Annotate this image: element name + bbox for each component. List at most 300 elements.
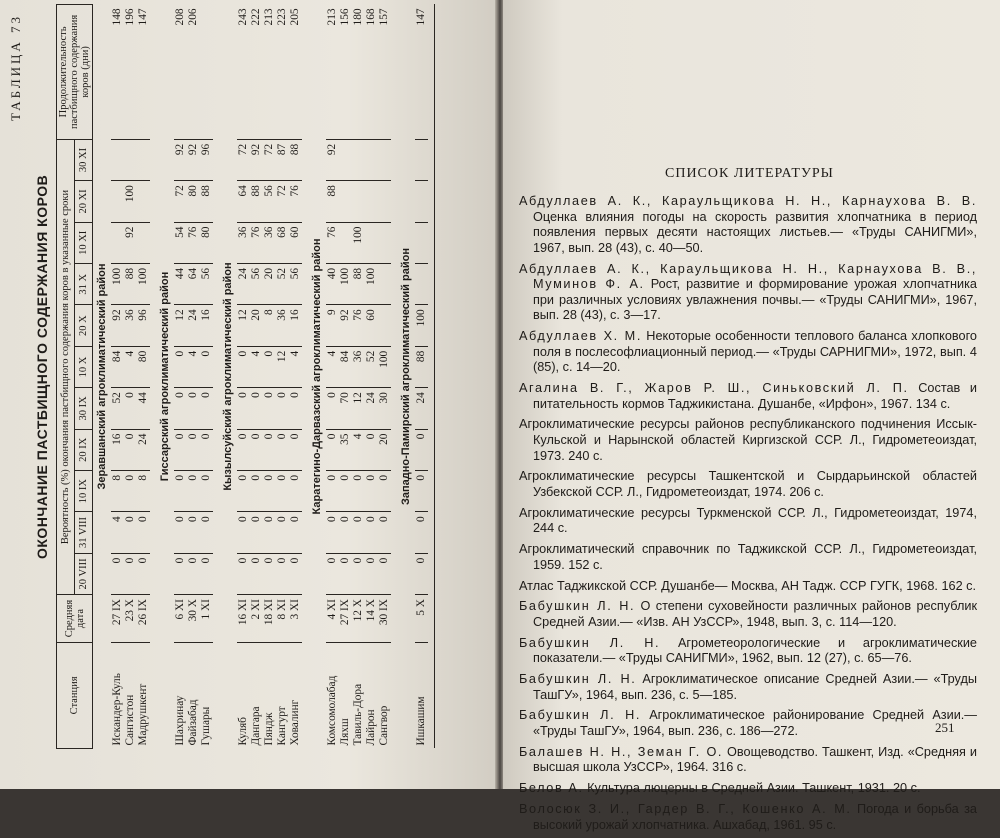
- header-date-column: 10 IX: [75, 470, 93, 511]
- probability-cell: 0: [200, 346, 213, 387]
- probability-cell: [137, 139, 150, 180]
- duration-cell: 213: [326, 5, 339, 140]
- region-name: Кызылсуйский агроклиматический район: [222, 262, 234, 491]
- probability-cell: [124, 139, 137, 180]
- grazing-table: [56, 4, 435, 749]
- probability-cell: 4: [352, 429, 365, 470]
- probability-cell: 0: [339, 470, 352, 511]
- probability-cell: 16: [111, 429, 124, 470]
- probability-cell: 12: [237, 305, 250, 346]
- header-date-column: 20 XI: [75, 181, 93, 222]
- probability-cell: 0: [187, 388, 200, 429]
- reference-text: Агроклиматический справочник по Таджикской ССР. Л., Гидрометеоиздат, 1959. 152 с.: [519, 542, 977, 572]
- probability-cell: [339, 181, 352, 222]
- table-row: [263, 5, 276, 749]
- header-date-column: 20 VIII: [75, 553, 93, 594]
- reference-text: Агроклиматические ресурсы Туркменской ССР. Л., Гидрометеоиздат, 1974, 244 с.: [519, 505, 977, 536]
- table-row: [352, 5, 365, 749]
- rotated-table-page: [0, 0, 497, 789]
- probability-cell: 0: [263, 346, 276, 387]
- duration-cell: 196: [124, 5, 137, 140]
- probability-cell: 64: [187, 264, 200, 305]
- probability-cell: 0: [187, 470, 200, 511]
- probability-cell: 0: [326, 553, 339, 594]
- probability-cell: 92: [250, 139, 263, 180]
- reference-item: [519, 194, 977, 256]
- probability-cell: 16: [200, 305, 213, 346]
- probability-cell: 100: [365, 264, 378, 305]
- reference-item: [519, 708, 977, 739]
- table-row: [124, 5, 137, 749]
- region-row: [397, 5, 415, 749]
- mean-date: 27 IX: [339, 595, 352, 643]
- probability-cell: 72: [174, 181, 187, 222]
- probability-cell: 56: [200, 264, 213, 305]
- probability-cell: 0: [200, 429, 213, 470]
- mean-date: 5 X: [415, 595, 428, 643]
- region-row: [219, 5, 237, 749]
- station-name: Куляб: [237, 717, 249, 746]
- probability-cell: 0: [200, 388, 213, 429]
- probability-cell: 0: [276, 388, 289, 429]
- probability-cell: 0: [276, 429, 289, 470]
- bibliography-title: СПИСОК ЛИТЕРАТУРЫ: [665, 166, 834, 181]
- table-row: [111, 5, 124, 749]
- probability-cell: 84: [339, 346, 352, 387]
- probability-cell: 72: [263, 139, 276, 180]
- probability-cell: [365, 181, 378, 222]
- station-name: Искандер-Куль: [111, 673, 123, 746]
- probability-cell: 92: [326, 139, 339, 180]
- probability-cell: 88: [250, 181, 263, 222]
- probability-cell: 92: [339, 305, 352, 346]
- probability-cell: 70: [339, 388, 352, 429]
- reference-item: [519, 329, 977, 376]
- duration-cell: 223: [276, 5, 289, 140]
- probability-cell: 0: [276, 470, 289, 511]
- probability-cell: 0: [352, 470, 365, 511]
- reference-item: [519, 417, 977, 464]
- probability-cell: 0: [124, 429, 137, 470]
- probability-cell: 0: [237, 512, 250, 553]
- probability-cell: 88: [415, 346, 428, 387]
- mean-date: 18 XI: [263, 595, 276, 643]
- reference-item: [519, 802, 977, 833]
- probability-cell: 0: [289, 429, 302, 470]
- probability-cell: 0: [174, 512, 187, 553]
- probability-cell: 0: [200, 553, 213, 594]
- reference-authors: Абдуллаев Х. М.: [519, 329, 642, 344]
- spacer-row: [428, 5, 435, 749]
- reference-text: Агрометеорологические и агроклиматические показатели.— «Труды САНИГМИ», 1962, вып. 12 (27), с. 65—76.: [533, 635, 977, 666]
- region-row: [93, 5, 112, 749]
- table-row: [415, 5, 428, 749]
- region-name: Каратегино-Дарвазский агроклиматический район: [311, 238, 323, 515]
- reference-item: [519, 469, 977, 500]
- table-label: ТАБЛИЦА 73: [8, 13, 23, 121]
- probability-cell: 40: [326, 264, 339, 305]
- probability-cell: 0: [365, 470, 378, 511]
- probability-cell: 0: [276, 512, 289, 553]
- duration-cell: 147: [415, 5, 428, 140]
- probability-cell: 0: [339, 512, 352, 553]
- page-number: 251: [935, 720, 955, 735]
- probability-cell: 88: [124, 264, 137, 305]
- station-name: Дангара: [250, 706, 262, 746]
- header-date-column: 31 VIII: [75, 512, 93, 553]
- probability-cell: [111, 181, 124, 222]
- probability-cell: [111, 139, 124, 180]
- probability-cell: 0: [174, 553, 187, 594]
- reference-authors: Агалина В. Г., Жаров Р. Ш., Синьковский Л. П.: [519, 381, 909, 396]
- probability-cell: 20: [378, 429, 391, 470]
- probability-cell: 60: [365, 305, 378, 346]
- reference-text: Агроклиматическое районирование Средней Азии.— «Труды ТашГУ», 1964, вып. 236, с. 186—272.: [533, 708, 977, 739]
- probability-cell: 0: [200, 470, 213, 511]
- station-name: Гушары: [200, 706, 212, 746]
- probability-cell: 100: [124, 181, 137, 222]
- probability-cell: 0: [250, 512, 263, 553]
- probability-cell: 0: [250, 470, 263, 511]
- table-body: [93, 5, 435, 749]
- reference-text: О степени суховейности различных районов республик Средней Азии.— «Изв. АН УзССР», 1948, вып. 3, с. 114—120.: [533, 599, 977, 629]
- probability-cell: 76: [187, 222, 200, 263]
- probability-cell: 16: [289, 305, 302, 346]
- probability-cell: 56: [263, 181, 276, 222]
- probability-cell: 0: [415, 512, 428, 553]
- duration-cell: 180: [352, 5, 365, 140]
- duration-cell: 243: [237, 5, 250, 140]
- probability-cell: 0: [124, 388, 137, 429]
- probability-cell: 0: [263, 512, 276, 553]
- probability-cell: 72: [237, 139, 250, 180]
- probability-cell: 36: [276, 305, 289, 346]
- probability-cell: 0: [237, 470, 250, 511]
- probability-cell: 24: [187, 305, 200, 346]
- probability-cell: 87: [276, 139, 289, 180]
- probability-cell: 80: [187, 181, 200, 222]
- header-date-column: 20 X: [75, 305, 93, 346]
- probability-cell: [378, 222, 391, 263]
- reference-authors: Абдуллаев А. К., Караульщикова Н. Н., Карнаухова В. В.: [519, 194, 977, 208]
- probability-cell: [339, 222, 352, 263]
- station-name: Лайрон: [365, 709, 377, 746]
- probability-cell: 60: [289, 222, 302, 263]
- station-name: Сангистон: [124, 694, 136, 746]
- mean-date: 27 IX: [111, 595, 124, 643]
- probability-cell: 8: [263, 305, 276, 346]
- probability-cell: 0: [263, 470, 276, 511]
- probability-cell: 8: [137, 470, 150, 511]
- mean-date: 6 XI: [174, 595, 187, 643]
- station-name: Пяндж: [263, 712, 275, 746]
- probability-cell: 56: [250, 264, 263, 305]
- probability-cell: 0: [352, 512, 365, 553]
- probability-cell: 64: [237, 181, 250, 222]
- probability-cell: 96: [137, 305, 150, 346]
- probability-cell: 0: [326, 470, 339, 511]
- probability-cell: 36: [237, 222, 250, 263]
- probability-cell: 0: [174, 388, 187, 429]
- duration-cell: 206: [187, 5, 200, 140]
- probability-cell: 100: [352, 222, 365, 263]
- probability-cell: 0: [111, 553, 124, 594]
- reference-text: Состав и питательность кормов Таджикистана. Душанбе, «Ирфон», 1967. 134 с.: [533, 381, 978, 411]
- probability-cell: 52: [276, 264, 289, 305]
- reference-item: [519, 672, 977, 703]
- reference-item: [519, 506, 977, 537]
- duration-cell: 205: [289, 5, 302, 140]
- probability-cell: 24: [237, 264, 250, 305]
- mean-date: 23 X: [124, 595, 137, 643]
- table-row: [200, 5, 213, 749]
- duration-cell: 147: [137, 5, 150, 140]
- probability-cell: 54: [174, 222, 187, 263]
- table-row: [339, 5, 352, 749]
- station-name: Тавиль-Дора: [352, 683, 364, 746]
- probability-cell: 8: [111, 470, 124, 511]
- probability-cell: [352, 139, 365, 180]
- probability-cell: 0: [326, 429, 339, 470]
- probability-cell: [111, 222, 124, 263]
- header-date-column: 30 IX: [75, 388, 93, 429]
- probability-cell: 4: [187, 346, 200, 387]
- probability-cell: [352, 181, 365, 222]
- probability-cell: 0: [263, 388, 276, 429]
- station-name: Шахринау: [174, 695, 186, 746]
- table-row: [174, 5, 187, 749]
- reference-text: Агроклиматические ресурсы Ташкентской и Сырдарьинской областей Узбекской ССР. Л., Гидрометеоиздат, 1974. 206 с.: [519, 469, 977, 500]
- probability-cell: 0: [124, 512, 137, 553]
- probability-cell: 0: [339, 553, 352, 594]
- mean-date: 26 IX: [137, 595, 150, 643]
- reference-authors: Бабушкин Л. Н.: [519, 599, 636, 614]
- probability-cell: 0: [378, 470, 391, 511]
- right-page: [503, 0, 1000, 832]
- reference-text: Погода и борьба за высокий урожай хлопчатника. Ашхабад, 1961. 95 с.: [533, 802, 977, 832]
- table-row: [326, 5, 339, 749]
- duration-cell: 157: [378, 5, 391, 140]
- probability-cell: 0: [237, 388, 250, 429]
- probability-cell: 0: [352, 553, 365, 594]
- probability-cell: 4: [250, 346, 263, 387]
- table-row: [250, 5, 263, 749]
- probability-cell: 76: [326, 222, 339, 263]
- reference-authors: Волосюк З. И., Гардер В. Г., Кошенко А. М.: [519, 802, 852, 816]
- probability-cell: 52: [111, 388, 124, 429]
- probability-cell: 0: [365, 553, 378, 594]
- probability-cell: 76: [250, 222, 263, 263]
- probability-cell: 0: [365, 429, 378, 470]
- probability-cell: 0: [187, 553, 200, 594]
- station-name: Ишкашим: [415, 696, 427, 746]
- probability-cell: 0: [378, 512, 391, 553]
- left-page: [0, 0, 497, 789]
- reference-text: Овощеводство. Ташкент, Изд. «Средняя и высшая школа УзССР», 1964. 316 с.: [533, 744, 977, 775]
- table-row: [276, 5, 289, 749]
- probability-cell: [378, 305, 391, 346]
- probability-cell: 0: [415, 470, 428, 511]
- probability-cell: [378, 264, 391, 305]
- probability-cell: 0: [200, 512, 213, 553]
- probability-cell: [137, 181, 150, 222]
- probability-cell: 100: [378, 346, 391, 387]
- mean-date: 3 XI: [289, 595, 302, 643]
- region-name: Зеравшанский агроклиматический район: [96, 263, 108, 490]
- probability-cell: [378, 139, 391, 180]
- reference-authors: Балашев Н. Н., Земан Г. О.: [519, 744, 724, 759]
- probability-cell: 20: [263, 264, 276, 305]
- probability-cell: [339, 139, 352, 180]
- probability-cell: 0: [187, 429, 200, 470]
- probability-cell: 0: [174, 346, 187, 387]
- probability-cell: 92: [124, 222, 137, 263]
- probability-cell: 12: [174, 305, 187, 346]
- station-name: Ляхш: [339, 718, 351, 746]
- probability-cell: 52: [365, 346, 378, 387]
- station-name: Файзабад: [187, 699, 199, 746]
- probability-cell: 0: [289, 470, 302, 511]
- duration-cell: 222: [250, 5, 263, 140]
- probability-cell: 0: [326, 512, 339, 553]
- probability-cell: 4: [111, 512, 124, 553]
- table-row: [289, 5, 302, 749]
- reference-item: [519, 636, 977, 667]
- probability-cell: 100: [339, 264, 352, 305]
- reference-item: [519, 745, 977, 776]
- probability-cell: 92: [187, 139, 200, 180]
- probability-cell: 0: [187, 512, 200, 553]
- probability-cell: 96: [200, 139, 213, 180]
- probability-cell: 0: [237, 346, 250, 387]
- station-name: Ховалинг: [289, 699, 301, 746]
- reference-item: [519, 262, 977, 324]
- region-row: [156, 5, 174, 749]
- probability-cell: 24: [137, 429, 150, 470]
- mean-date: 30 X: [187, 595, 200, 643]
- table-row: [137, 5, 150, 749]
- reference-text: Атлас Таджикской ССР. Душанбе— Москва, АН Тадж. ССР ГУГК, 1968. 162 с.: [519, 578, 977, 593]
- probability-cell: 20: [250, 305, 263, 346]
- table-title: ОКОНЧАНИЕ ПАСТБИЩНОГО СОДЕРЖАНИЯ КОРОВ: [34, 174, 50, 559]
- probability-cell: 0: [276, 553, 289, 594]
- header-date-column: 20 IX: [75, 429, 93, 470]
- probability-cell: 0: [378, 553, 391, 594]
- header-probability: Вероятность (%) окончания пастбищного содержания коров в указанные сроки: [57, 139, 75, 594]
- reference-authors: Абдуллаев А. К., Караульщикова Н. Н., Карнаухова В. В., Муминов Ф. А.: [519, 261, 977, 292]
- probability-cell: 80: [137, 346, 150, 387]
- probability-cell: 30: [378, 388, 391, 429]
- reference-item: [519, 781, 977, 797]
- probability-cell: 0: [237, 553, 250, 594]
- probability-cell: 0: [326, 388, 339, 429]
- probability-cell: 0: [250, 429, 263, 470]
- reference-authors: Белов А.: [519, 781, 584, 796]
- probability-cell: 88: [200, 181, 213, 222]
- probability-cell: 0: [124, 553, 137, 594]
- mean-date: 12 X: [352, 595, 365, 643]
- mean-date: 2 XI: [250, 595, 263, 643]
- mean-date: 14 X: [365, 595, 378, 643]
- probability-cell: 0: [415, 553, 428, 594]
- reference-text: Агроклиматическое описание Средней Азии.— «Труды ТашГУ», 1964, вып. 236, с. 5—185.: [533, 672, 978, 702]
- probability-cell: 9: [326, 305, 339, 346]
- station-name: Комсомолабад: [326, 675, 338, 746]
- probability-cell: 72: [276, 181, 289, 222]
- probability-cell: 0: [174, 429, 187, 470]
- probability-cell: 35: [339, 429, 352, 470]
- duration-cell: 168: [365, 5, 378, 140]
- reference-item: [519, 381, 977, 412]
- reference-item: [519, 542, 977, 573]
- reference-item: [519, 599, 977, 630]
- probability-cell: [365, 222, 378, 263]
- mean-date: 16 XI: [237, 595, 250, 643]
- probability-cell: 0: [263, 553, 276, 594]
- probability-cell: 84: [111, 346, 124, 387]
- probability-cell: 100: [111, 264, 124, 305]
- station-name: Мадрушкент: [137, 683, 149, 746]
- probability-cell: 24: [415, 388, 428, 429]
- table-row: [365, 5, 378, 749]
- table-row: [237, 5, 250, 749]
- reference-text: Оценка влияния погоды на скорость развития хлопчатника в период появления первых десяти настоящих листьев.— «Труды САНИГМИ», 1967, вып. 28 (43), с. 40—50.: [533, 209, 977, 255]
- probability-cell: 4: [124, 346, 137, 387]
- reference-authors: Бабушкин Л. Н.: [519, 708, 641, 723]
- probability-cell: 12: [352, 388, 365, 429]
- probability-cell: 36: [352, 346, 365, 387]
- probability-cell: 0: [137, 553, 150, 594]
- reference-text: Рост, развитие и формирование урожая хлопчатника при различных условиях увлажнения почвы.— «Труды САНИГМИ», 1967, вып. 28 (43), с. 3—17.: [533, 277, 977, 323]
- region-row: [308, 5, 326, 749]
- reference-item: [519, 579, 977, 595]
- station-name: Кангурт: [276, 706, 288, 746]
- duration-cell: 208: [174, 5, 187, 140]
- duration-cell: [200, 5, 213, 140]
- probability-cell: 88: [289, 139, 302, 180]
- duration-cell: 213: [263, 5, 276, 140]
- probability-cell: 4: [326, 346, 339, 387]
- probability-cell: 100: [137, 264, 150, 305]
- probability-cell: 0: [250, 388, 263, 429]
- reference-text: Культура люцерны в Средней Азии. Ташкент, 1931. 20 с.: [587, 781, 921, 796]
- probability-cell: 0: [124, 470, 137, 511]
- header-date-column: 10 X: [75, 346, 93, 387]
- reference-text: Некоторые особенности теплового баланса хлопкового поля в послесофлиационный период.— «Труды САРНИГМИ», 1972, вып. 4 (85), с. 14—20.: [533, 329, 977, 375]
- probability-cell: 76: [289, 181, 302, 222]
- header-date-column: 10 XI: [75, 222, 93, 263]
- probability-cell: 92: [174, 139, 187, 180]
- probability-cell: 0: [415, 429, 428, 470]
- probability-cell: 0: [174, 470, 187, 511]
- probability-cell: 88: [352, 264, 365, 305]
- probability-cell: 36: [263, 222, 276, 263]
- header-date-column: 31 X: [75, 264, 93, 305]
- reference-text: Агроклиматические ресурсы районов республиканского подчинения Иссык-Кульской и Нарынской областей Киргизской ССР. Л., Гидрометеоиздат, 1973. 240 с.: [519, 417, 977, 463]
- probability-cell: [415, 264, 428, 305]
- reference-authors: Бабушкин Л. Н.: [519, 635, 661, 650]
- region-name: Гиссарский агроклиматический район: [159, 271, 171, 482]
- probability-cell: [378, 181, 391, 222]
- table-row: [378, 5, 391, 749]
- probability-cell: [137, 222, 150, 263]
- probability-cell: 36: [124, 305, 137, 346]
- header-duration: Продолжительность пастбищного содержания коров (дни): [57, 5, 93, 140]
- probability-cell: 12: [276, 346, 289, 387]
- probability-cell: 0: [365, 512, 378, 553]
- probability-cell: 0: [289, 553, 302, 594]
- reference-authors: Бабушкин Л. Н.: [519, 672, 637, 687]
